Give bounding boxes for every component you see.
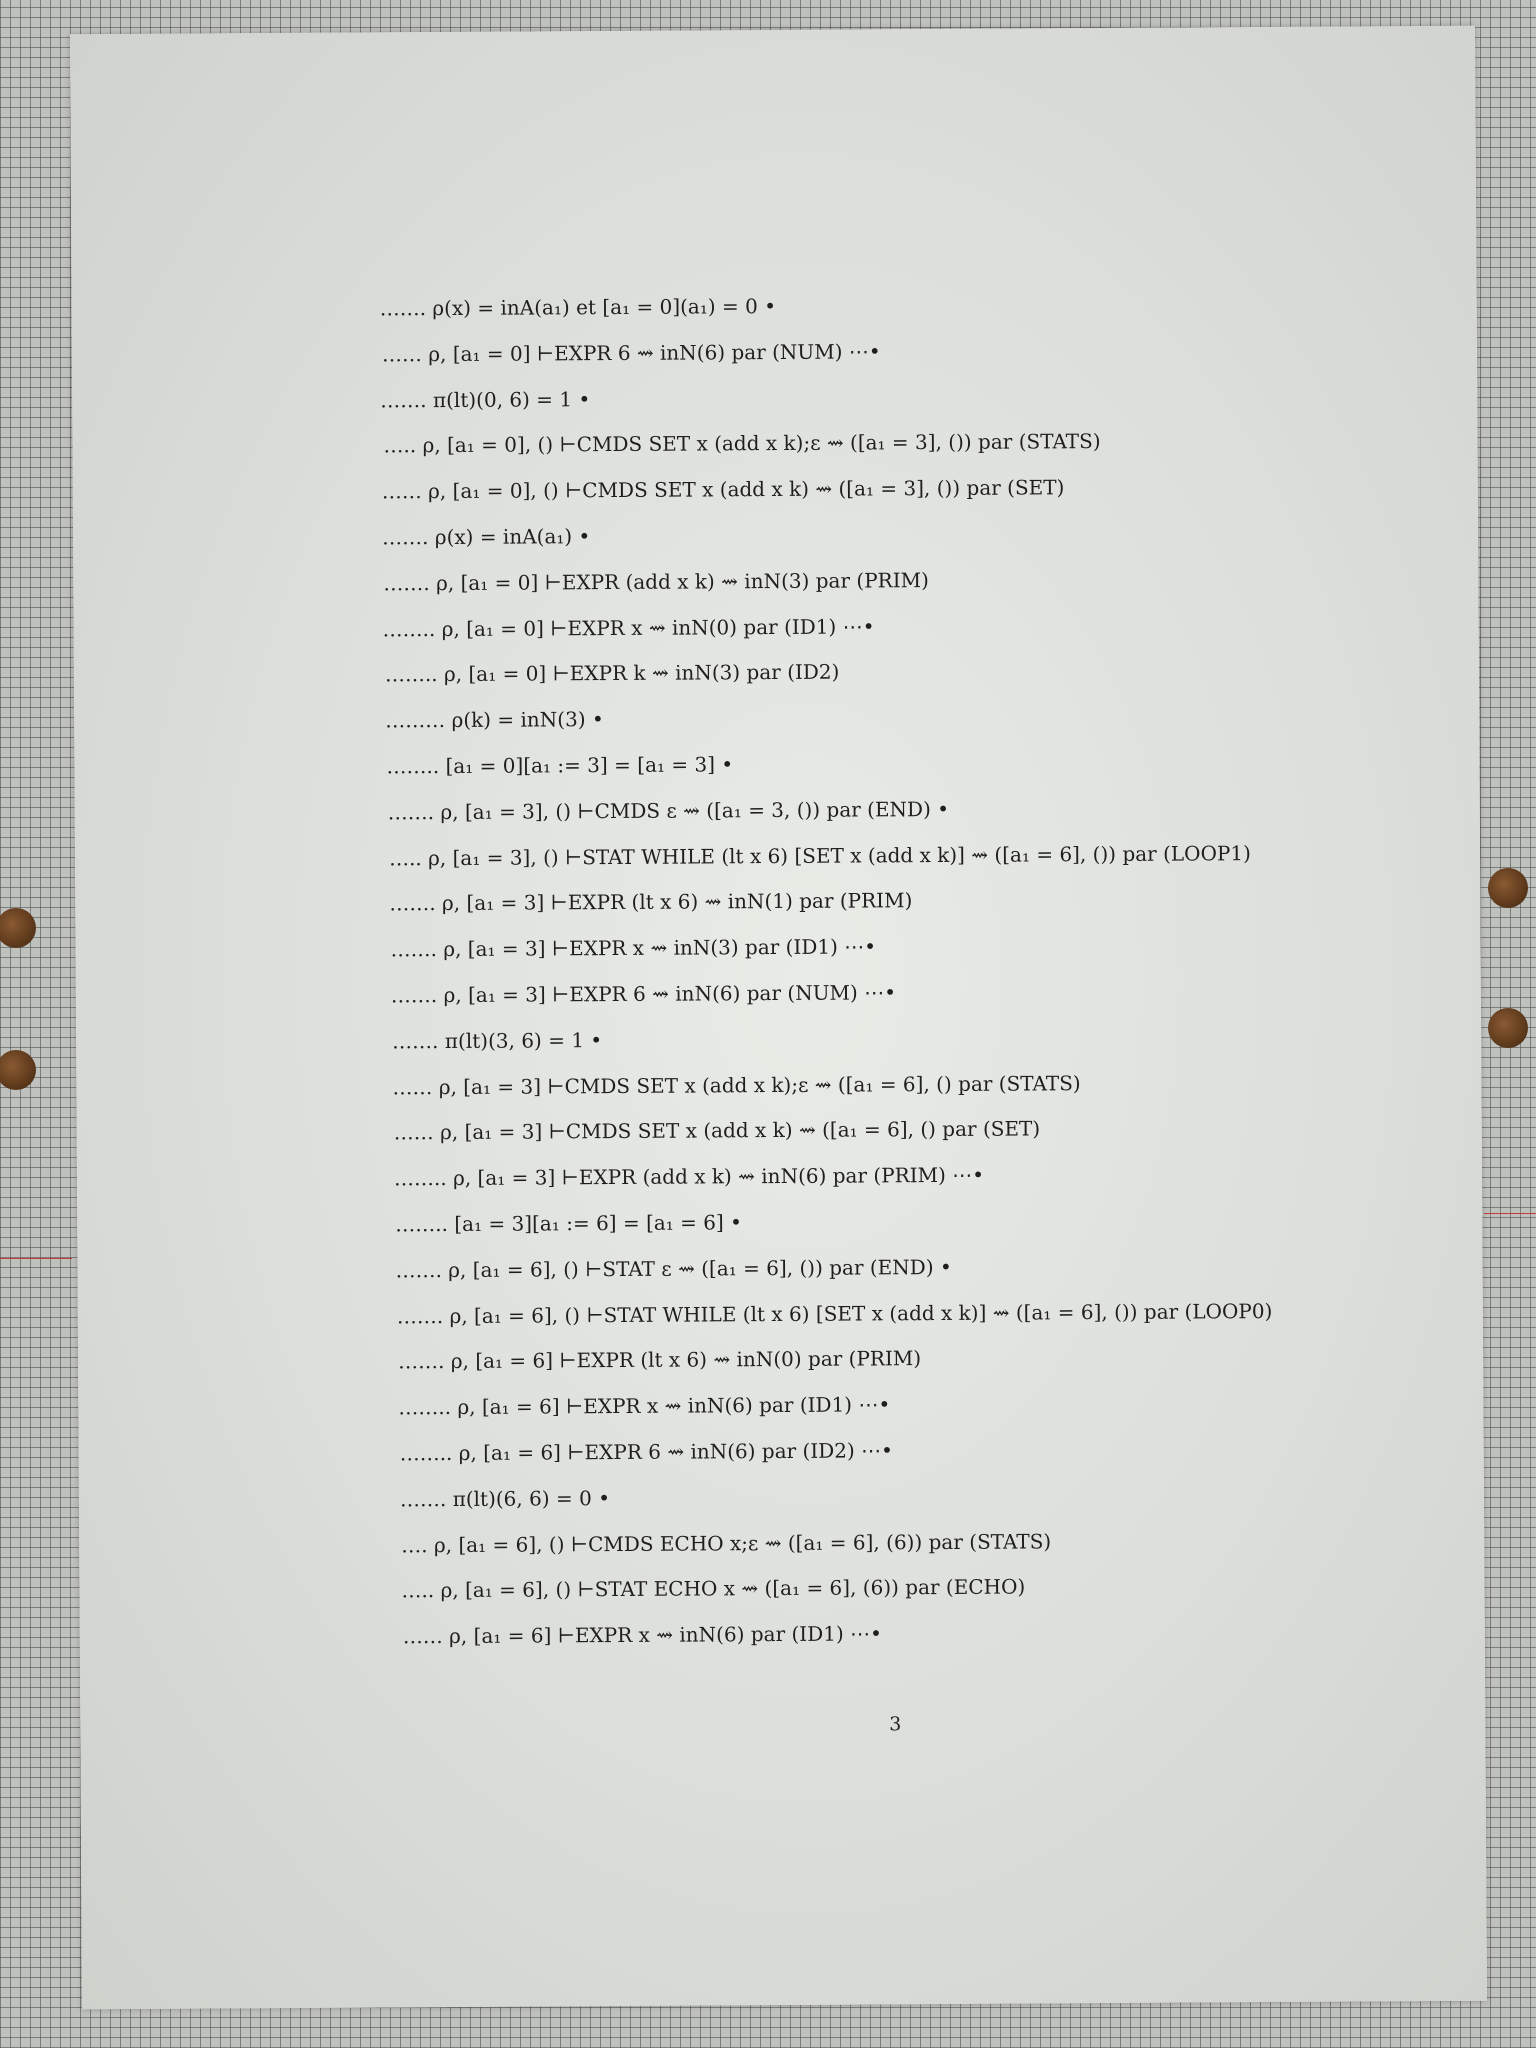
derivation-line: …….. [a₁ = 3][a₁ := 6] = [a₁ = 6] • [395,1210,742,1237]
margin-line [0,1258,72,1259]
printed-page [70,26,1487,2010]
derivation-line: ……. ρ, [a₁ = 0] ⊢EXPR (add x k) ⇝ inN(3) par (PRIM) [383,567,929,596]
derivation-line: ……. ρ(x) = inA(a₁) et [a₁ = 0](a₁) = 0 • [379,294,777,321]
derivation-line: ……. π(lt)(3, 6) = 1 • [392,1027,603,1054]
derivation-line: …….. ρ, [a₁ = 6] ⊢EXPR 6 ⇝ inN(6) par (ID2) ⋯• [399,1438,894,1466]
derivation-line: ……. π(lt)(0, 6) = 1 • [380,386,591,413]
derivation-line: …….. ρ, [a₁ = 6] ⊢EXPR x ⇝ inN(6) par (ID1) ⋯• [398,1392,891,1420]
derivation-line: …….. ρ, [a₁ = 3] ⊢EXPR (add x k) ⇝ inN(6) par (PRIM) ⋯• [393,1162,985,1191]
derivation-line: …….. ρ, [a₁ = 0] ⊢EXPR x ⇝ inN(0) par (ID1) ⋯• [382,613,875,641]
derivation-line: …. ρ, [a₁ = 6], () ⊢CMDS ECHO x;ε ⇝ ([a₁ = 6], (6)) par (STATS) [401,1528,1052,1557]
derivation-line: ……. ρ(x) = inA(a₁) • [381,524,591,550]
derivation-line: …… ρ, [a₁ = 0] ⊢EXPR 6 ⇝ inN(6) par (NUM) ⋯• [381,339,881,367]
punch-hole [1488,868,1528,908]
page-number: 3 [889,1713,902,1736]
derivation-line: ……. ρ, [a₁ = 6], () ⊢STAT ε ⇝ ([a₁ = 6], ()) par (END) • [395,1254,952,1283]
derivation-line: ……… ρ(k) = inN(3) • [385,707,604,733]
punch-hole [1488,1008,1528,1048]
derivation-line: ……. ρ, [a₁ = 6], () ⊢STAT WHILE (lt x 6) [SET x (add x k)] ⇝ ([a₁ = 6], ()) par (LOOP0) [396,1298,1273,1328]
derivation-line: ……. ρ, [a₁ = 3] ⊢EXPR 6 ⇝ inN(6) par (NUM) ⋯• [390,980,897,1008]
derivation-line: …… ρ, [a₁ = 0], () ⊢CMDS SET x (add x k) ⇝ ([a₁ = 3], ()) par (SET) [381,475,1065,504]
derivation-line: ….. ρ, [a₁ = 6], () ⊢STAT ECHO x ⇝ ([a₁ = 6], (6)) par (ECHO) [401,1574,1026,1603]
punch-hole [0,908,36,948]
derivation-line: ……. ρ, [a₁ = 3], () ⊢CMDS ε ⇝ ([a₁ = 3, ()) par (END) • [387,796,950,825]
derivation-line: ……. ρ, [a₁ = 3] ⊢EXPR x ⇝ inN(3) par (ID1) ⋯• [390,934,877,962]
derivation-line: ……. ρ, [a₁ = 3] ⊢EXPR (lt x 6) ⇝ inN(1) par (PRIM) [389,888,913,916]
derivation-line: …….. ρ, [a₁ = 0] ⊢EXPR k ⇝ inN(3) par (ID2) [384,659,840,687]
derivation-line: ……. π(lt)(6, 6) = 0 • [399,1485,611,1512]
derivation-line: …….. [a₁ = 0][a₁ := 3] = [a₁ = 3] • [386,752,734,779]
derivation-line: …… ρ, [a₁ = 3] ⊢CMDS SET x (add x k);ε ⇝ ([a₁ = 6], () par (STATS) [392,1070,1081,1099]
margin-line [1484,1213,1536,1214]
derivation-line: ….. ρ, [a₁ = 3], () ⊢STAT WHILE (lt x 6) [SET x (add x k)] ⇝ ([a₁ = 6], ()) par (LOOP1) [388,840,1251,870]
punch-hole [0,1050,36,1090]
derivation-line: …… ρ, [a₁ = 3] ⊢CMDS SET x (add x k) ⇝ ([a₁ = 6], () par (SET) [393,1116,1041,1145]
derivation-line: ……. ρ, [a₁ = 6] ⊢EXPR (lt x 6) ⇝ inN(0) par (PRIM) [398,1346,922,1374]
derivation-line: ….. ρ, [a₁ = 0], () ⊢CMDS SET x (add x k);ε ⇝ ([a₁ = 3], ()) par (STATS) [383,429,1101,458]
derivation-line: …… ρ, [a₁ = 6] ⊢EXPR x ⇝ inN(6) par (ID1) ⋯• [402,1621,882,1649]
derivation-lines [380,280,1388,1660]
